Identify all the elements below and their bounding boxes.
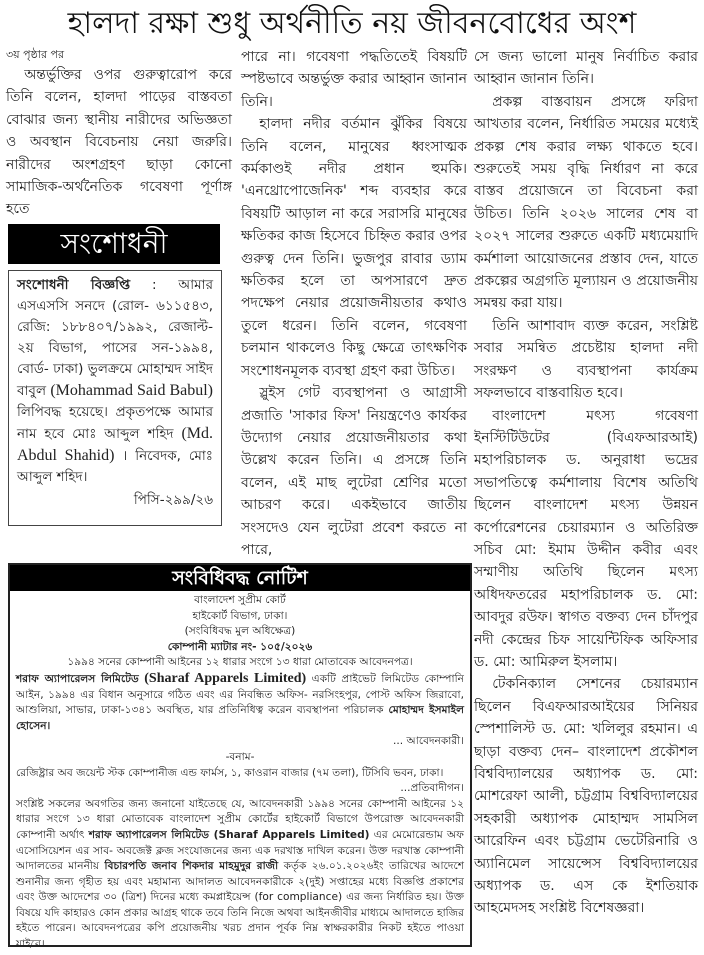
- article-column-3: [474, 46, 698, 920]
- judge-name: বিচারপতি জনাব শিকদার মাহমুদুর রাজী: [104, 860, 279, 873]
- applicant-role: ... আবেদনকারী।: [393, 735, 464, 748]
- paragraph: বাংলাদেশ মৎস্য গবেষণা ইনস্টিটিউটের (বিএফআরআই) মহাপরিচালক ড. অনুরাধা ভদ্রের সভাপতিত্বে কর্মশালায় বিশেষ অতিথি ছিলেন বাংলাদেশ মৎস্য উন্নয়ন কর্পোরেশনের চেয়ারম্যান ও অতিরিক্ত সচিব মো: ইমাম উদ্দীন কবীর এবং সম্মাণীয় অতিথি ছিলেন মৎস্য অধিদফতরের মহাপরিচালক ড. মো: আবদুর রউফ। স্বাগত বক্তব্য দেন চাঁদপুর নদী কেন্দ্রের চিফ সায়েন্টিফিক অফিসার ড. মো: আমিরুল ইসলাম।: [474, 407, 698, 670]
- notice-matter-no: কোম্পানী ম্যাটার নং- ১০৫/২০২৬: [167, 640, 313, 653]
- notice-applicant: [16, 671, 464, 734]
- correction-text: । নিবেদক, মোঃ আব্দুল শহিদ।: [17, 448, 213, 485]
- paragraph: অন্তর্ভুক্তির ওপর গুরুত্বারোপ করে তিনি বলেন, হালদা পাড়ের বাস্তবতা বোঝার জন্য স্থানীয় নারীদের অভিজ্ঞতা ও অবস্থান বিবেচনায় নেয়া জরুরি। নারীদের অংশগ্রহণ ছাড়া কোনো সামাজিক-অর্থনৈতিক গবেষণা পূর্ণাঙ্গ হতে: [6, 67, 232, 218]
- notice-division: হাইকোর্ট বিভাগ, ঢাকা।: [192, 609, 288, 622]
- md-name: মোহাম্মদ ইসমাইল হোসেন।: [16, 704, 464, 732]
- correction-notice: [8, 270, 222, 526]
- respondent: রেজিষ্ট্রার অব জয়েন্ট স্টক কোম্পানীজ এন্ড ফার্মস, ১, কাওরান বাজার (৭ম তলা), টিসিবি ভবন, ঢাকা।: [16, 766, 444, 779]
- notice-court: বাংলাদেশ সুপ্রীম কোর্ট: [194, 594, 286, 606]
- notice-body-text: [16, 797, 464, 953]
- paragraph: তিনি আশাবাদ ব্যক্ত করেন, সংশ্লিষ্ট সবার সমন্বিত প্রচেষ্টায় হালদা নদী সংরক্ষণ ও ব্যবস্থাপনা কার্যক্রম সফলভাবে বাস্তবায়িত হবে।: [474, 317, 698, 402]
- paragraph: সে জন্য ভালো মানুষ নির্বাচিত করার আহ্বান জানান তিনি।: [474, 49, 698, 88]
- correction-latin-name: (Mohammad Said Babul): [50, 382, 214, 399]
- correction-code: পিসি-২৯৯/২৬: [133, 492, 213, 508]
- respondent-role: ...প্রতিবাদীগন।: [400, 782, 464, 795]
- article-column-1: [6, 46, 232, 221]
- paragraph: পারে না। গবেষণা পদ্ধতিতেই বিষয়টি স্পষ্টভাবে অন্তর্ভুক্ত করার আহ্বান জানান তিনি।: [241, 49, 467, 110]
- correction-text: লিপিবদ্ধ হয়েছে। প্রকৃতপক্ষে আমার নাম হবে মোঃ আব্দুল শহিদ: [17, 404, 213, 442]
- article-column-2: [241, 46, 467, 561]
- applicant-name-en: (Sharaf Apparels Limited): [144, 670, 307, 686]
- paragraph: টেকনিক্যাল সেশনের চেয়ারম্যান ছিলেন বিএফআরআইয়ের সিনিয়র স্পেশালিস্ট ড. মো: খলিলুর রহমান। এ ছাড়া বক্তব্য দেন– বাংলাদেশ প্রকৌশল বিশ্ববিদ্যালয়ের অধ্যাপক ড. মো: মোশরেফা আলী, চট্টগ্রাম বিশ্ববিদ্যালয়ের সহকারী অধ্যাপক মোহাম্মদ সামসিল আরেফিন এবং চট্টগ্রাম ভেটেরিনারি ও অ্যানিমেল সায়েন্সেস বিশ্ববিদ্যালয়ের অধ্যাপক ড. এস কে ইশতিয়াক আহমেদসহ সংশ্লিষ্ট বিশেষজ্ঞরা।: [474, 676, 698, 917]
- notice-jurisdiction: (সংবিধিবদ্ধ মুল অধিক্ষেত্র): [184, 625, 296, 638]
- notice-heading: সংবিধিবদ্ধ নোটিশ: [10, 565, 470, 591]
- body-text: সংশ্লিষ্ট সকলের অবগতির জন্য জনানো যাইতেছে যে, আবেদনকারী ১৯৯৪ সনের কোম্পানী আইনের ১২ ধারার সংগে ১৩ ধারা মোতাবেক বাংলাদেশ সুপ্রীম কোর্টের হাইকোর্ট বিভাগে উপরোক্ত আবেদনকারী কোম্পানী অর্থাৎ: [16, 797, 464, 841]
- correction-text: : আমার এসএসসি সনদে (রোল- ৬১১৫৪৩, রেজি: ১৮৮৪০৭/১৯৯২, রেজাল্ট- ২য় বিভাগ, পাসের সন-১৯৯৪, বোর্ড- ঢাকা) ভুলক্রমে মোহাম্মদ সাইদ বাবুল: [17, 277, 213, 399]
- applicant-name-bn: শরাফ অ্যাপারেলস লিমিটেড: [16, 672, 139, 685]
- versus: -বনাম-: [225, 750, 255, 763]
- correction-label: সংশোধনী বিজ্ঞপ্তি: [17, 277, 131, 293]
- jump-line: ৩য় পৃষ্ঠার পর: [6, 48, 65, 61]
- notice-petition: ১৯৯৪ সনের কোম্পানী আইনের ১২ ধারার সংগে ১৩ ধারা মোতাবেক আবেদনপত্র।: [67, 656, 413, 669]
- body-text: কর্তৃক ২৬.০১.২০২৬ইং তারিখের আদেশে শুনানীর জন্য গৃহীত হয় এবং মহামান্য আদালত আবেদনকারীকে ২(দুই) সপ্তাহের মধ্যে বিজ্ঞপ্তি প্রকাশের এবং উক্ত আদেশের ৩০ (ত্রিশ) দিনের মধ্যে কমপ্লাইয়েন্স (for compliance) এর জন্য নির্ধারিত হয়। উক্ত বিষয়ে যদি কাহারও কোন প্রকার আগ্রহ থাকে তবে তিনি নিজে অথবা আইনজীবীর মাধ্যমে আদালতে হাজির হইতে পারেন। আবেদনপত্রের কপি প্রয়োজনীয় খরচ প্রদান পূর্বক নিম্ন স্বাক্ষরকারীর নিকট হইতে পাওয়া যাইবে।: [16, 860, 464, 951]
- applicant-text: একটি প্রাইভেট লিমিটেড কোম্পানি আইন, ১৯৯৪ এর বিধান অনুসারে গঠিত এবং এর নিবন্ধিত অফিস- নরসিংহপুর, পোস্ট অফিস জিরাবো, আশুলিয়া, সাভার, ঢাকা-১৩৪১ অবস্থিত, যার প্রতিনিধিত্ব করেন ব্যবস্থাপনা পরিচালক: [16, 672, 464, 717]
- paragraph: প্রকল্প বাস্তবায়ন প্রসঙ্গে ফরিদা আখতার বলেন, নির্ধারিত সময়ের মধ্যেই প্রকল্প শেষ করার লক্ষ্য থাকতে হবে। শুরুতেই সময় বৃদ্ধি নির্ধারণ না করে বাস্তব প্রয়োজনে তা বিবেচনা করা উচিত। তিনি ২০২৬ সালের শেষ বা ২০২৭ সালের শুরুতে একটি মধ্যমেয়াদি কর্মশালা আয়োজনের প্রস্তাব দেন, যাতে প্রকল্পের অগ্রগতি মূল্যায়ন ও প্রয়োজনীয় সমন্বয় করা যায়।: [474, 93, 698, 312]
- headline: হালদা রক্ষা শুধু অর্থনীতি নয় জীবনবোধের অংশ: [67, 6, 637, 41]
- paragraph: স্লুইস গেট ব্যবস্থাপনা ও আগ্রাসী প্রজাতি 'সাকার ফিস' নিয়ন্ত্রণেও কার্যকর উদ্যোগ নেয়ার প্রয়োজনীয়তার কথা উল্লেখ করেন তিনি। এ প্রসঙ্গে তিনি বলেন, এই মাছ লুটেরা শ্রেণির মতো আচরণ করে। একইভাবে জাতীয় সংসদেও যেন লুটেরা প্রবেশ করতে না পারে,: [241, 385, 467, 558]
- body-text: এর মেমোরেন্ডাম অফ এসোসিয়েশন এর সাব- অবজেক্ট ক্লজ সংযোজনের জন্য এক দরখাস্ত দাখিল করেন। উক্ত দরখাস্ত কোম্পানী আদালতের মাননীয়: [16, 828, 464, 873]
- company-name: শরাফ অ্যাপারেলস লিমিটেড (Sharaf Apparels Limited): [88, 828, 370, 841]
- correction-latin-name: (Md. Abdul Shahid): [17, 425, 213, 464]
- statutory-notice: [8, 563, 472, 951]
- paragraph: হালদা নদীর বর্তমান ঝুঁকির বিষয়ে তিনি বলেন, মানুষের ধ্বংসাত্মক কর্মকাণ্ডই নদীর প্রধান হুমকি। 'এনথ্রোপোজেনিক' শব্দ ব্যবহার করে বিষয়টি আড়াল না করে সরাসরি মানুষের ক্ষতিকর কাজ হিসেবে চিহ্নিত করার ওপর গুরুত্ব দেন তিনি। ভুজপুর রাবার ড্যাম ক্ষতিকর হলে তা অপসারণে দ্রুত পদক্ষেপ নেয়ার প্রয়োজনীয়তার কথাও তুলে ধরেন। তিনি বলেন, গবেষণা চলমান থাকলেও কিছু ক্ষেত্রে তাৎক্ষণিক সংশোধনমূলক ব্যবস্থা গ্রহণ করা উচিত।: [241, 116, 467, 379]
- correction-heading: সংশোধনী: [8, 224, 220, 264]
